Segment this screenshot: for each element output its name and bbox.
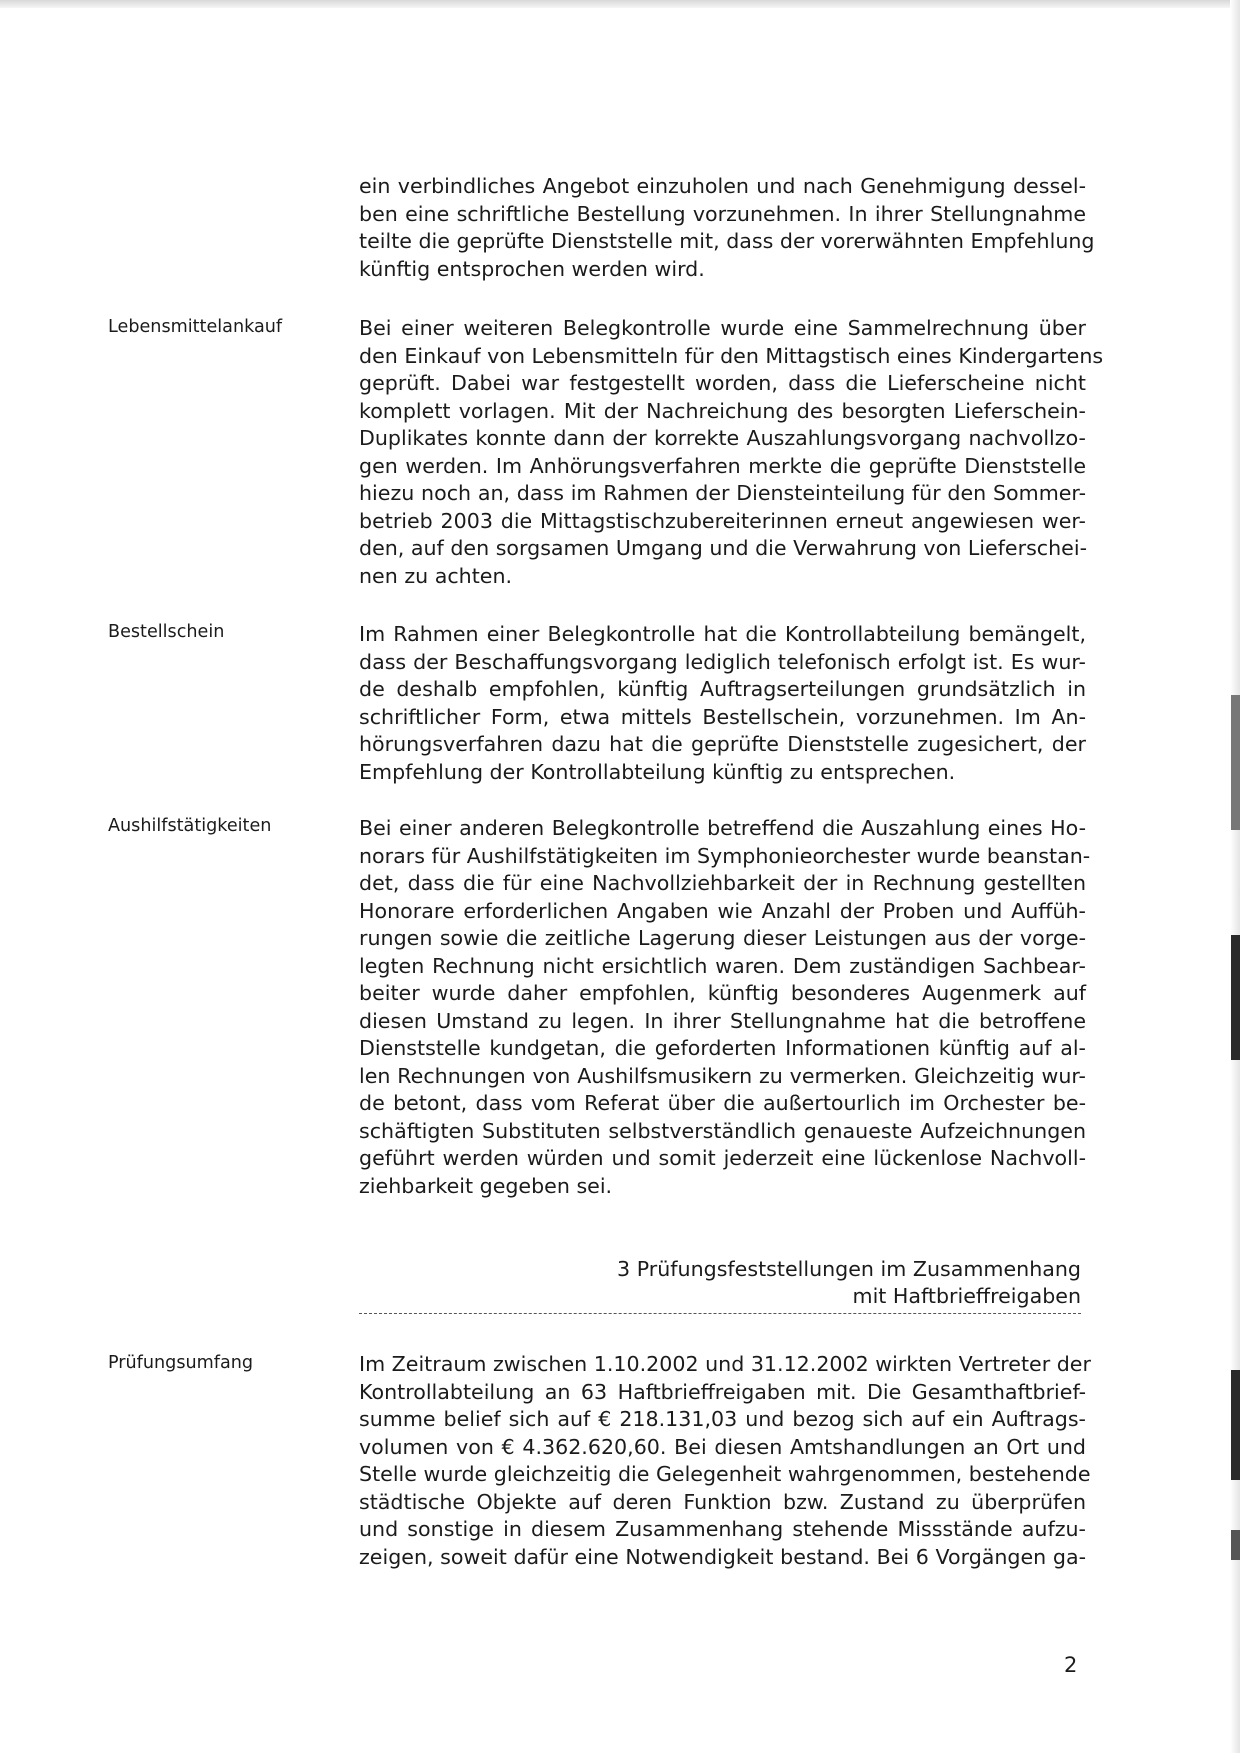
page-number: 2: [1064, 1653, 1078, 1677]
paragraph-pruefungsumfang: [359, 1351, 1091, 1571]
text-line: zeigen, soweit dafür eine Notwendigkeit bestand. Bei 6 Vorgängen ga-: [359, 1544, 1086, 1569]
scan-edge-top: [0, 0, 1240, 8]
section-heading-line-2: mit Haftbrieffreigaben: [852, 1283, 1081, 1308]
text-line: Bei einer anderen Belegkontrolle betreffend die Auszahlung eines Ho-: [359, 816, 1086, 840]
scan-artifact: [1231, 1370, 1240, 1480]
text-line: Im Zeitraum zwischen 1.10.2002 und 31.12.2002 wirkten Vertreter der: [359, 1352, 1091, 1376]
text-line: den Einkauf von Lebensmitteln für den Mittagstisch eines Kindergartens: [359, 343, 1104, 368]
text-line: schäftigten Substituten selbstverständlich genaueste Aufzeichnungen: [359, 1118, 1086, 1143]
section-divider: [359, 1313, 1081, 1314]
paragraph-aushilfstaetigkeiten: [359, 815, 1091, 1200]
scan-artifact: [1231, 935, 1240, 1060]
text-line: beiter wurde daher empfohlen, künftig besonderes Augenmerk auf: [359, 981, 1086, 1005]
text-line: schriftlicher Form, etwa mittels Bestellschein, vorzunehmen. Im An-: [359, 704, 1086, 729]
text-line: legten Rechnung nicht ersichtlich waren. Dem zuständigen Sachbear-: [359, 953, 1086, 978]
text-line: gen werden. Im Anhörungsverfahren merkte die geprüfte Dienststelle: [359, 453, 1086, 478]
text-line: den, auf den sorgsamen Umgang und die Verwahrung von Lieferschei-: [359, 536, 1088, 560]
text-line: Bei einer weiteren Belegkontrolle wurde eine Sammelrechnung über: [359, 316, 1086, 340]
margin-label-bestellschein: Bestellschein: [108, 622, 225, 642]
text-line: Honorare erforderlichen Angaben wie Anzahl der Proben und Auffüh-: [359, 898, 1086, 923]
text-line: und sonstige in diesem Zusammenhang stehende Missstände aufzu-: [359, 1517, 1086, 1541]
section-heading-line-1: 3 Prüfungsfeststellungen im Zusammenhang: [617, 1257, 1081, 1281]
paragraph-bestellschein: [359, 621, 1086, 786]
paragraph-intro: [359, 173, 1095, 283]
margin-label-pruefungsumfang: Prüfungsumfang: [108, 1353, 254, 1373]
text-line: nen zu achten.: [359, 563, 513, 588]
text-line: dass der Beschaffungsvorgang lediglich telefonisch erfolgt ist. Es wur-: [359, 649, 1086, 674]
text-line: ziehbarkeit gegeben sei.: [359, 1173, 613, 1198]
text-line: städtische Objekte auf deren Funktion bzw. Zustand zu überprüfen: [359, 1489, 1086, 1514]
text-line: Kontrollabteilung an 63 Haftbrieffreigaben mit. Die Gesamthaftbrief-: [359, 1379, 1086, 1404]
margin-label-aushilfstaetigkeiten: Aushilfstätigkeiten: [108, 816, 272, 836]
text-line: geführt werden würden und somit jederzeit eine lückenlose Nachvoll-: [359, 1146, 1086, 1170]
text-line: Stelle wurde gleichzeitig die Gelegenheit wahrgenommen, bestehende: [359, 1462, 1091, 1486]
paragraph-lebensmittelankauf: [359, 315, 1104, 590]
text-line: ein verbindliches Angebot einzuholen und nach Genehmigung dessel-: [359, 174, 1086, 198]
text-line: len Rechnungen von Aushilfsmusikern zu vermerken. Gleichzeitig wur-: [359, 1063, 1086, 1088]
scan-artifact: [1231, 695, 1240, 830]
text-line: norars für Aushilfstätigkeiten im Symphonieorchester wurde beanstan-: [359, 843, 1091, 868]
text-line: det, dass die für eine Nachvollziehbarkeit der in Rechnung gestellten: [359, 871, 1086, 895]
text-line: diesen Umstand zu legen. In ihrer Stellungnahme hat die betroffene: [359, 1008, 1086, 1033]
text-line: hiezu noch an, dass im Rahmen der Diensteinteilung für den Sommer-: [359, 481, 1086, 505]
scan-edge-right: [1230, 0, 1240, 1753]
scan-artifact: [1231, 1530, 1240, 1560]
text-line: teilte die geprüfte Dienststelle mit, dass der vorerwähnten Empfehlung: [359, 229, 1095, 253]
text-line: volumen von € 4.362.620,60. Bei diesen Amtshandlungen an Ort und: [359, 1434, 1086, 1459]
text-line: de betont, dass vom Referat über die außertourlich im Orchester be-: [359, 1091, 1086, 1115]
text-line: komplett vorlagen. Mit der Nachreichung des besorgten Lieferschein-: [359, 398, 1086, 423]
text-line: hörungsverfahren dazu hat die geprüfte Dienststelle zugesichert, der: [359, 732, 1086, 756]
text-line: de deshalb empfohlen, künftig Auftragserteilungen grundsätzlich in: [359, 677, 1086, 701]
section-heading: [359, 1256, 1081, 1309]
text-line: summe belief sich auf € 218.131,03 und bezog sich auf ein Auftrags-: [359, 1407, 1086, 1431]
margin-label-lebensmittelankauf: Lebensmittelankauf: [108, 317, 283, 337]
text-line: Dienststelle kundgetan, die geforderten Informationen künftig auf al-: [359, 1036, 1086, 1060]
text-line: Im Rahmen einer Belegkontrolle hat die Kontrollabteilung bemängelt,: [359, 622, 1086, 646]
text-line: betrieb 2003 die Mittagstischzubereiterinnen erneut angewiesen wer-: [359, 508, 1086, 533]
text-line: ben eine schriftliche Bestellung vorzunehmen. In ihrer Stellungnahme: [359, 201, 1086, 226]
text-line: Duplikates konnte dann der korrekte Auszahlungsvorgang nachvollzo-: [359, 426, 1086, 450]
text-line: rungen sowie die zeitliche Lagerung dieser Leistungen aus der vorge-: [359, 926, 1086, 950]
text-line: Empfehlung der Kontrollabteilung künftig zu entsprechen.: [359, 759, 956, 784]
text-line: künftig entsprochen werden wird.: [359, 256, 705, 281]
text-line: geprüft. Dabei war festgestellt worden, dass die Lieferscheine nicht: [359, 371, 1086, 395]
